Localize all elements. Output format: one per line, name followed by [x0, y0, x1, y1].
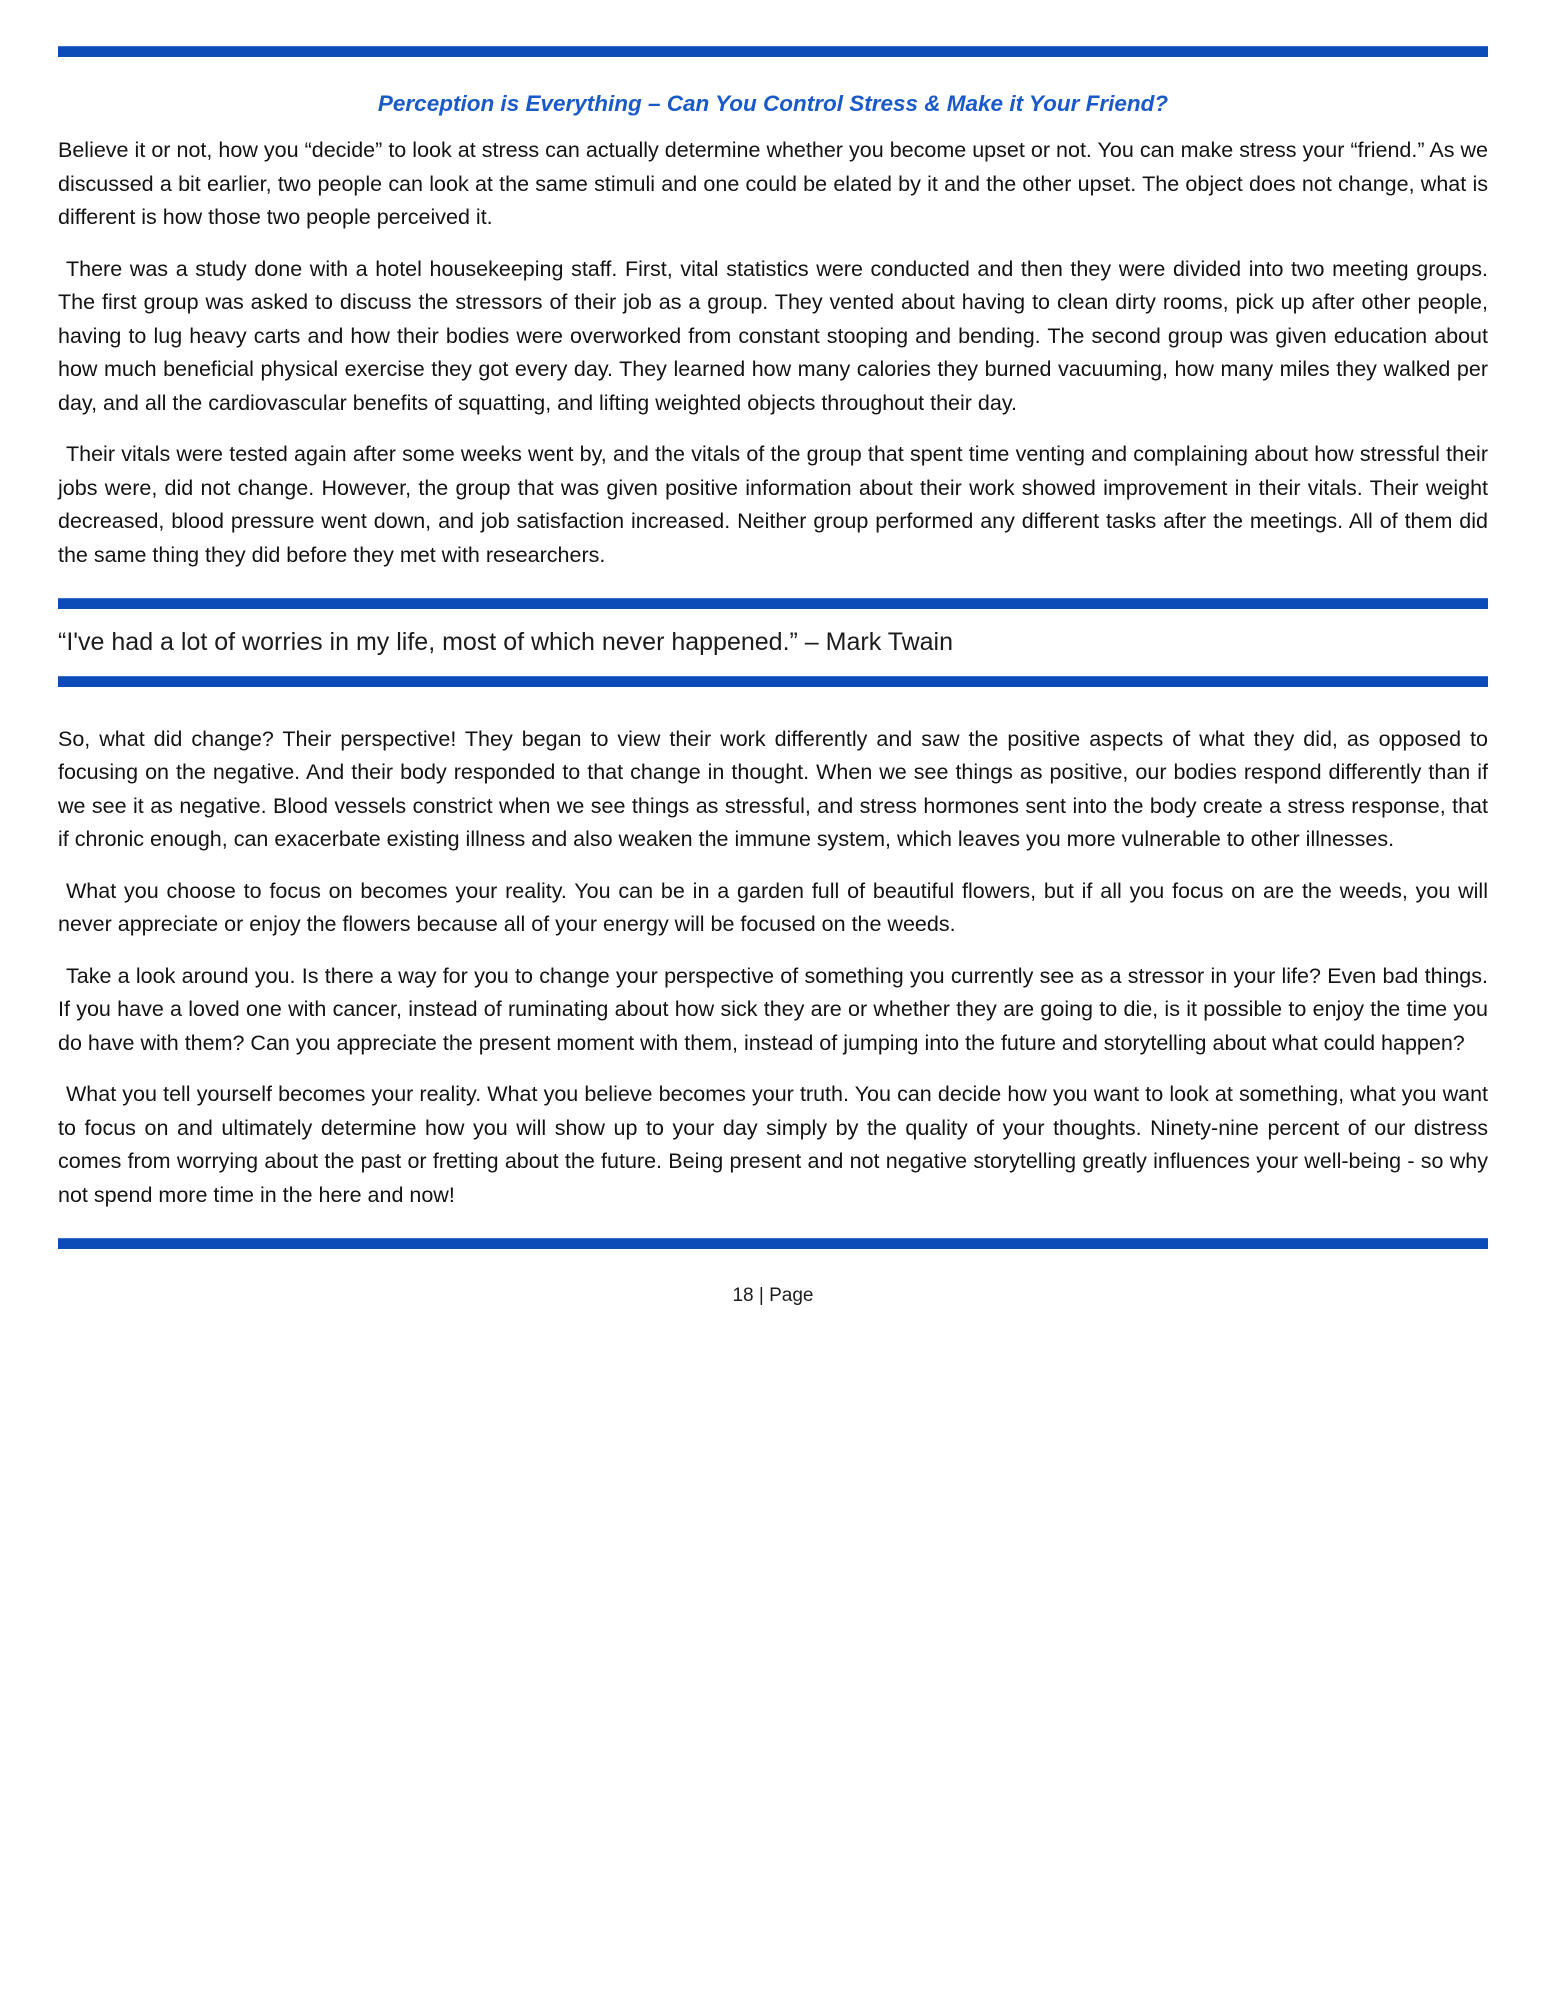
mark-twain-quote: “I've had a lot of worries in my life, most of which never happened.” – Mark Twain: [58, 628, 953, 657]
page-title: Perception is Everything – Can You Control Stress & Make it Your Friend?: [377, 91, 1169, 116]
top-divider-bar: [58, 46, 1488, 57]
paragraph-what-did-change: So, what did change? Their perspective! They began to view their work differently and saw the positive aspects of what they did, as opposed to focusing on the negative. And their body responded to that change in thought. When we see things as positive, our bodies respond differently than if we see it as negative. Blood vessels constrict when we see things as stressful, and stress hormones sent into the body create a stress response, that if chronic enough, can exacerbate existing illness and also weaken the immune system, which leaves you more vulnerable to other illnesses.: [58, 726, 1488, 852]
paragraph-take-a-look: Take a look around you. Is there a way for you to change your perspective of something you currently see as a stressor in your life? Even bad things. If you have a loved one with cancer, instead of ruminating about how sick they are or whether they are going to die, is it possible to enjoy the time you do have with them? Can you appreciate the present moment with them, instead of jumping into the future and storytelling about what could happen?: [58, 963, 1488, 1055]
body-section-top: [58, 134, 1488, 572]
paragraph-focus-reality: What you choose to focus on becomes your reality. You can be in a garden full of beautiful flowers, but if all you focus on are the weeds, you will never appreciate or enjoy the flowers because all of your energy will be focused on the weeds.: [58, 878, 1488, 937]
quote-bottom-divider-bar: [58, 676, 1488, 687]
paragraph-tell-yourself: What you tell yourself becomes your reality. What you believe becomes your truth. You can decide how you want to look at something, what you want to focus on and ultimately determine how you will show up to your day simply by the quality of your thoughts. Ninety-nine percent of our distress comes from worrying about the past or fretting about the future. Being present and not negative storytelling greatly influences your well-being - so why not spend more time in the here and now!: [58, 1082, 1488, 1207]
body-section-bottom: [58, 723, 1488, 1213]
paragraph-vitals-retested: Their vitals were tested again after some weeks went by, and the vitals of the group that spent time venting and complaining about how stressful their jobs were, did not change. However, the group that was given positive information about their work showed improvement in their vitals. Their weight decreased, blood pressure went down, and job satisfaction increased. Neither group performed any different tasks after the meetings. All of them did the same thing they did before they met with researchers.: [58, 442, 1488, 567]
page-number-footer: 18 | Page: [732, 1285, 814, 1307]
pull-quote-block: [58, 598, 1488, 687]
paragraph-hotel-study: There was a study done with a hotel housekeeping staff. First, vital statistics were conducted and then they were divided into two meeting groups. The first group was asked to discuss the stressors of their job as a group. They vented about having to clean dirty rooms, pick up after other people, having to lug heavy carts and how their bodies were overworked from constant stooping and bending. The second group was given education about how much beneficial physical exercise they got every day. They learned how many calories they burned vacuuming, how many miles they walked per day, and all the cardiovascular benefits of squatting, and lifting weighted objects throughout their day.: [58, 256, 1488, 415]
bottom-divider-bar: [58, 1238, 1488, 1249]
quote-top-divider-bar: [58, 598, 1488, 609]
paragraph-believe-it-or-not: Believe it or not, how you “decide” to look at stress can actually determine whether you become upset or not. You can make stress your “friend.” As we discussed a bit earlier, two people can look at the same stimuli and one could be elated by it and the other upset. The object does not change, what is different is how those two people perceived it.: [58, 138, 1488, 230]
